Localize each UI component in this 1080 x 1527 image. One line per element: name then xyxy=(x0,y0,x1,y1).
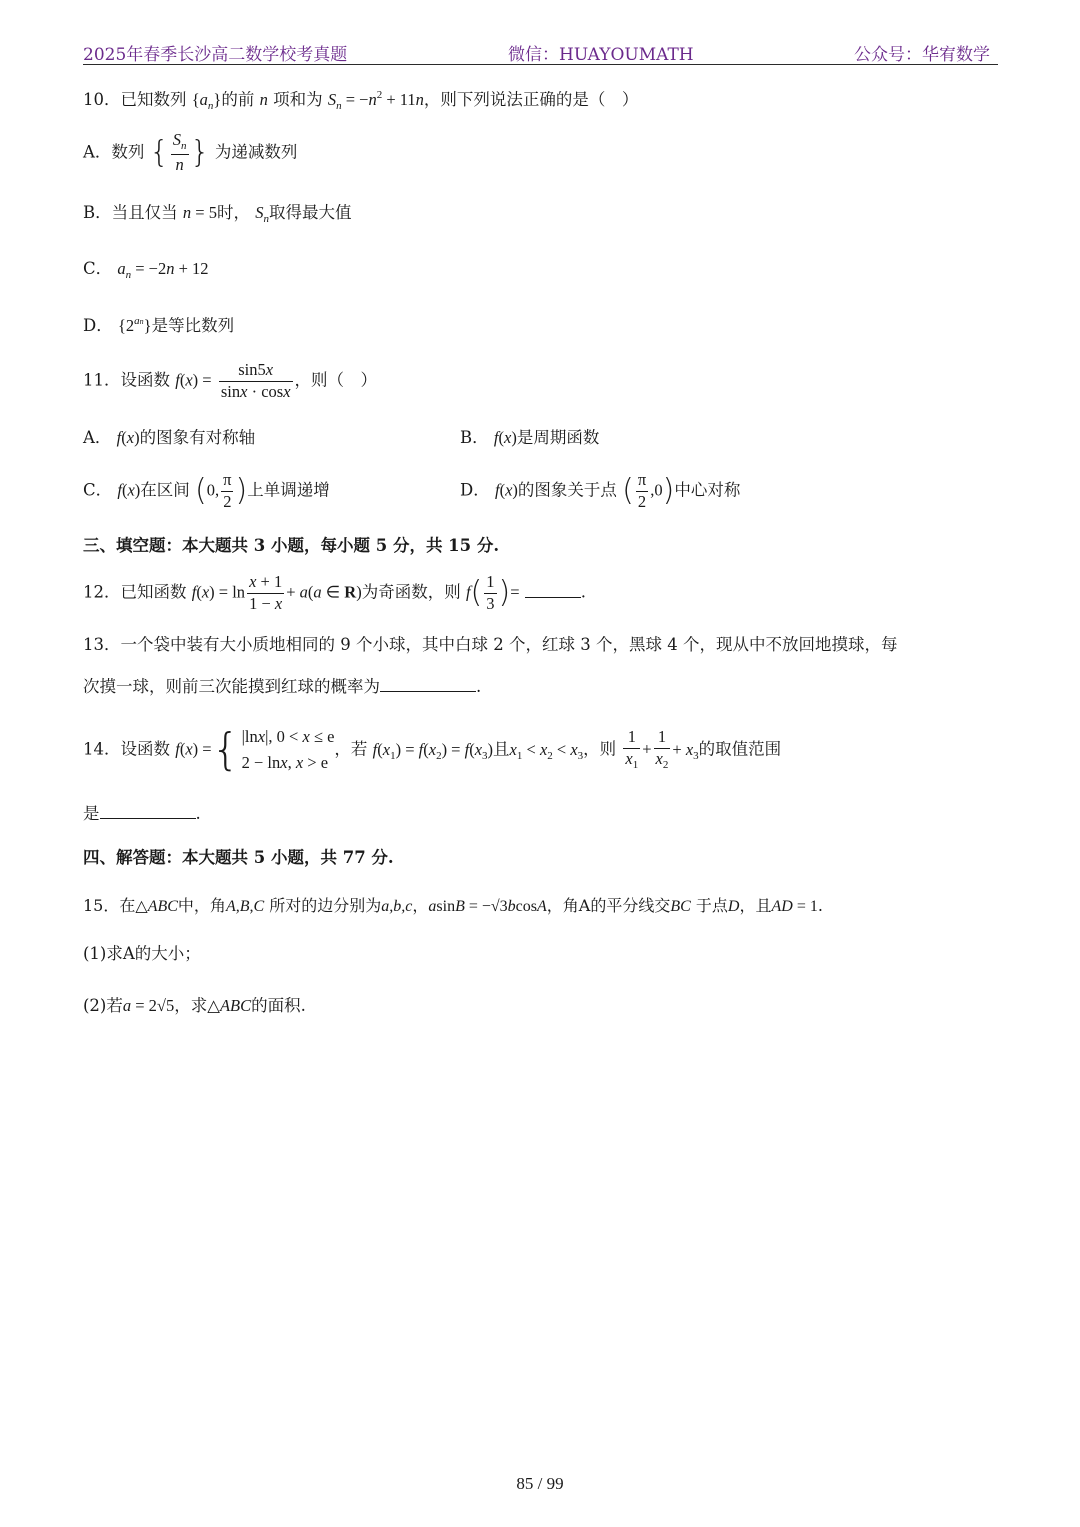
option-label: B． xyxy=(83,203,112,222)
option-label: C． xyxy=(83,480,113,500)
option-text: 为递减数列 xyxy=(214,142,298,162)
option-text: 上单调递增 xyxy=(247,480,330,500)
option-label: A． xyxy=(83,142,112,162)
q14-answer-blank[interactable] xyxy=(100,818,196,819)
q12-text: 已知函数 xyxy=(120,582,187,602)
option-label: D． xyxy=(83,316,113,335)
q12-stem: 12．已知函数 f(x) = ln $\frac{x + 1}{1 - x}$ + a(a ∈ R)为奇函数，则 f( $\frac{1}{3}$ )= . xyxy=(83,572,587,613)
q10-number: 10． xyxy=(83,90,121,109)
option-text: 的图象有对称轴 xyxy=(139,428,256,447)
q15-text: (2)若 xyxy=(83,996,123,1015)
q10-option-c: C． $a_n = -2n + 12$ xyxy=(83,259,209,281)
option-text: 在区间 xyxy=(140,480,190,500)
q14-text: 是 xyxy=(83,804,100,823)
q15-text: ，求 xyxy=(174,996,208,1015)
q15-part1: (1)求A的大小； xyxy=(83,944,201,963)
section-answer-title: 四、解答题：本大题共 5 小题，共 77 分. xyxy=(83,848,394,867)
q13-text: 次摸一球，则前三次能摸到红球的概率为 xyxy=(83,677,380,696)
option-text: 时， xyxy=(216,203,250,222)
option-text: 当且仅当 xyxy=(111,203,178,222)
q15-text: . xyxy=(817,896,823,915)
q15-text: 于点 xyxy=(695,896,728,915)
q10-option-a: A．数列 { $\frac{S_n}{n}$ } 为递减数列 xyxy=(83,130,298,174)
option-text: 是周期函数 xyxy=(516,428,600,447)
q14-text: ，若 xyxy=(334,739,368,759)
q15-part2: (2)若a = 2√5，求△ABC的面积. xyxy=(83,996,306,1015)
q13-text: . xyxy=(476,677,482,696)
option-label: B． xyxy=(460,428,489,447)
q10-text: 项和为 xyxy=(273,90,323,109)
q15-number: 15． xyxy=(83,896,120,915)
q13-number: 13． xyxy=(83,635,121,654)
q11-text: ，则（ ） xyxy=(294,370,378,390)
page-number: 85 / 99 xyxy=(516,1474,564,1493)
section-fill-in-title: 三、填空题：本大题共 3 小题，每小题 5 分，共 15 分. xyxy=(83,536,500,555)
q15-text: ，且 xyxy=(739,896,772,915)
header-wechat: 微信：HUAYOUMATH xyxy=(508,45,694,65)
q12-text: . xyxy=(580,582,587,602)
q15-text: 在 xyxy=(119,896,136,915)
q15-text: ，角A的平分线交 xyxy=(546,896,671,915)
q13-line1 xyxy=(83,637,897,654)
q10-text: 的前 xyxy=(221,90,255,109)
q12-number: 12． xyxy=(83,582,121,602)
q14-text: ，则 xyxy=(583,739,617,759)
q15-text: 中，角 xyxy=(177,896,226,915)
q13-line2 xyxy=(83,679,481,696)
q12-answer-blank[interactable] xyxy=(525,597,581,598)
option-label: D． xyxy=(460,480,490,500)
q10-text: 已知数列 xyxy=(120,90,187,109)
option-label: A． xyxy=(83,428,112,447)
header-account: 公众号：华宥数学 xyxy=(854,45,990,65)
q11-option-c: C． f(x)在区间 (0, $\frac{\pi}{2}$ )上单调递增 xyxy=(83,470,330,511)
q10-text: ，则下列说法正确的是（ ） xyxy=(423,90,639,109)
q14-text: 的取值范围 xyxy=(698,739,782,759)
q14-text: . xyxy=(195,804,201,823)
q10-stem: 10．已知数列 $\{a_n\}$的前 n 项和为 $S_n = -n^2 + 11n$，则下列说法正确的是（ ） xyxy=(83,89,639,112)
option-text: 中心对称 xyxy=(674,480,741,500)
q15-text: 所对的边分别为 xyxy=(269,896,382,915)
option-text: 的图象关于点 xyxy=(517,480,617,500)
q11-number: 11． xyxy=(83,370,121,390)
page-header xyxy=(83,38,998,65)
q12-text: 为奇函数，则 xyxy=(361,582,461,602)
q15-text: 的面积. xyxy=(251,996,306,1015)
option-text: 数列 xyxy=(111,142,145,162)
q13-answer-blank[interactable] xyxy=(380,691,476,692)
q15-text: ， xyxy=(412,896,429,915)
option-text: 是等比数列 xyxy=(151,316,235,335)
q11-option-b: B． f(x)是周期函数 xyxy=(460,428,600,447)
q11-option-a: A． f(x)的图象有对称轴 xyxy=(83,428,256,447)
q14-text: 且 xyxy=(493,739,510,759)
q14-line2 xyxy=(83,806,201,823)
q11-text: 设函数 xyxy=(120,370,170,390)
q14-stem: 14．设函数 f(x) ={ |lnx|, 0 < x ≤ e 2 − lnx, x > e ，若 $f(x_1) = f(x_2) = f(x_3)$且$x_1 < x_2 < x_3$，则 $\frac{1}{x_1}$ + $\frac{1}{x_2}$ + $x_3$的取值范围 xyxy=(83,724,782,775)
q10-option-d: D． $\{2^{an}\}$是等比数列 xyxy=(83,315,235,335)
option-text: 取得最大值 xyxy=(268,203,352,222)
q14-text: 设函数 xyxy=(120,739,170,759)
q14-number: 14． xyxy=(83,739,121,759)
q10-option-b: B．当且仅当 n = 5时， $S_n$取得最大值 xyxy=(83,203,352,225)
q11-option-d: D． f(x)的图象关于点 ( $\frac{\pi}{2}$ ,0)中心对称 xyxy=(460,470,741,511)
header-title: 2025年春季长沙高二数学校考真题 xyxy=(83,45,348,65)
q13-text: 一个袋中装有大小质地相同的 9 个小球，其中白球 2 个，红球 3 个，黑球 4 个，现从中不放回地摸球，每 xyxy=(120,635,898,654)
q15-stem: 15．在△ABC中，角A,B,C 所对的边分别为a,b,c，asinB = −√3bcosA，角A的平分线交BC 于点D，且AD = 1. xyxy=(83,896,823,915)
q11-stem: 11．设函数 f(x) = $\frac{\sin 5x}{\sin x \cdot \cos x}$ ，则（ ） xyxy=(83,360,378,401)
option-label: C． xyxy=(83,259,113,278)
